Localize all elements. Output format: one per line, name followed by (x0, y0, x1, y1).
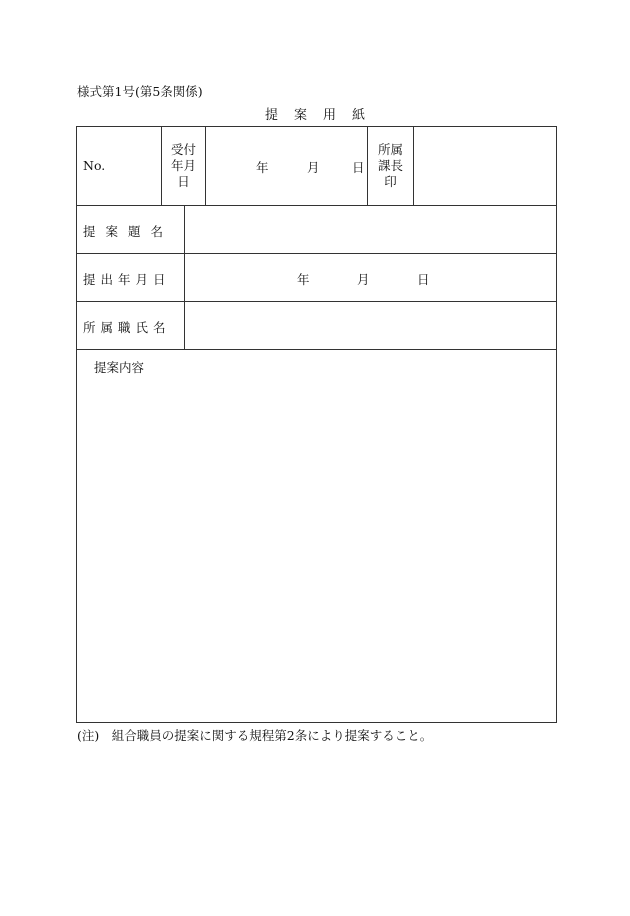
number-cell[interactable] (77, 127, 162, 205)
submission-day-unit: 日 (417, 272, 430, 287)
affiliation-row (77, 302, 556, 350)
proposal-subject-field[interactable] (185, 206, 556, 253)
dept-seal-label-line-3: 印 (384, 174, 397, 189)
submission-date-row (77, 254, 556, 302)
receipt-date-label-cell (162, 127, 206, 205)
submission-date-label-cell (77, 254, 185, 301)
receipt-day-unit: 日 (352, 160, 365, 175)
dept-seal-field[interactable] (414, 127, 556, 205)
footnote: (注) 組合職員の提案に関する規程第2条により提案すること。 (77, 728, 433, 743)
dept-seal-label-line-1: 所属 (377, 142, 403, 157)
proposal-subject-label: 提案題名 (83, 224, 174, 239)
dept-seal-label-cell (368, 127, 414, 205)
submission-year-unit: 年 (297, 272, 310, 287)
proposal-form (76, 126, 557, 723)
submission-date-label: 提出年月日 (83, 272, 171, 287)
receipt-date-field[interactable] (206, 127, 368, 205)
proposal-content-label: 提案内容 (94, 360, 145, 375)
receipt-row (77, 127, 556, 206)
submission-month-unit: 月 (357, 272, 370, 287)
receipt-label-line-1: 受付 (170, 142, 196, 157)
form-number: 様式第1号(第5条関係) (77, 84, 203, 99)
submission-date-field[interactable] (185, 254, 556, 301)
dept-seal-label-line-2: 課長 (377, 158, 403, 173)
receipt-label-line-3: 日 (177, 174, 190, 189)
number-label: No. (83, 158, 106, 173)
receipt-year-unit: 年 (256, 160, 269, 175)
form-title: 提案用紙 (264, 108, 381, 123)
affiliation-name-field[interactable] (185, 302, 556, 349)
affiliation-label-cell (77, 302, 185, 349)
proposal-subject-label-cell (77, 206, 185, 253)
proposal-content-field[interactable] (77, 350, 556, 722)
proposal-subject-row (77, 206, 556, 254)
receipt-month-unit: 月 (307, 160, 320, 175)
affiliation-name-label: 所属職氏名 (83, 320, 171, 335)
receipt-label-line-2: 年月 (170, 158, 196, 173)
